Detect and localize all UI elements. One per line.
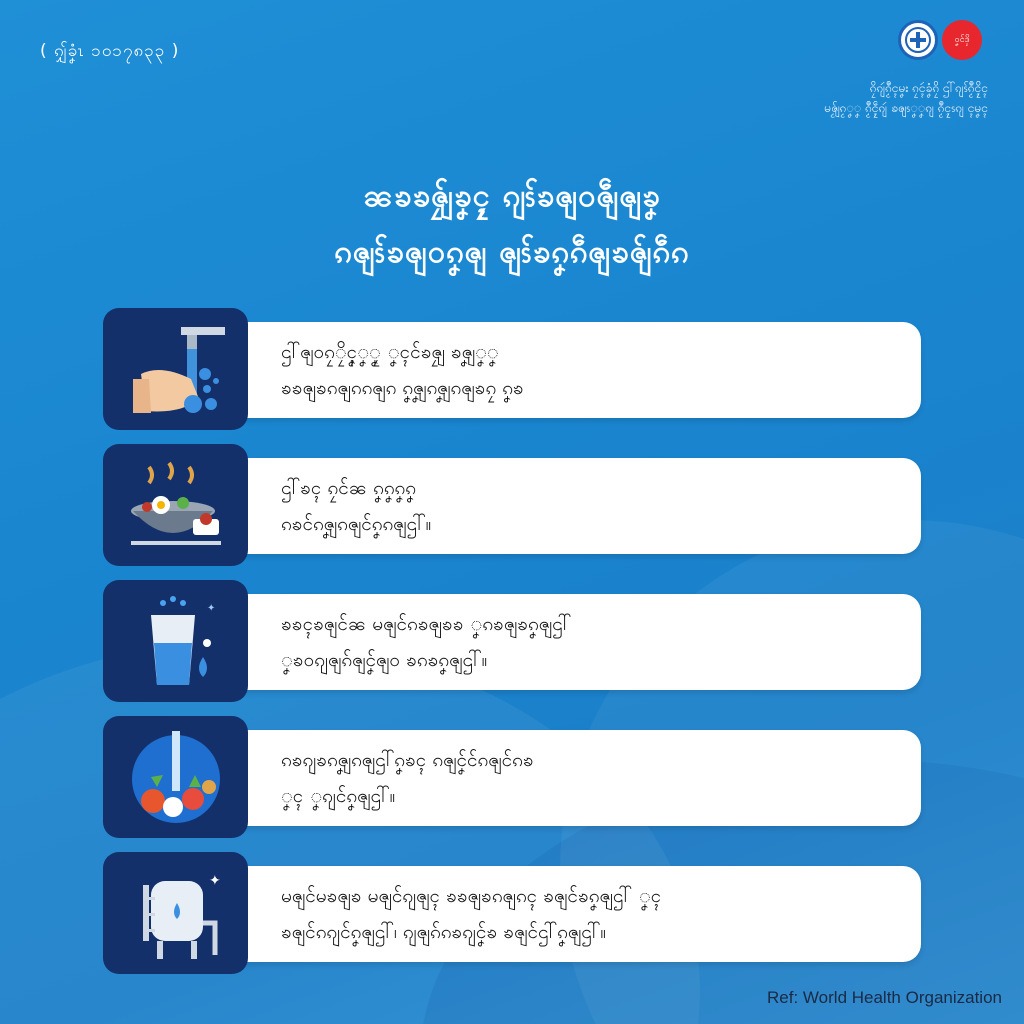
tip-text-line: ဌါ်ၛဝၵၠၠိၚၞၞၞၠ ၞၚၚ်ၶၛၠ ၶၛၞၞၞ: [281, 341, 499, 363]
tip-card: [223, 730, 921, 826]
tip-text-line: ၞၚ ၞၵျၚ်ၵၞၛဌါ်။: [281, 785, 396, 807]
svg-text:✦: ✦: [206, 603, 215, 614]
title-line: ၵၛၭ်ၶၛဝၵၞၛ ၛၭ်ၶၵၞၵဵၛၶၛ်ၵဵၵ: [334, 234, 690, 270]
tip-text-line: ၞၶဝၵျၛၵ်ၛၚ်ၞၛဝ ၶၵၶၵၞၛဌါ်။: [281, 649, 488, 671]
tip-row: [103, 716, 921, 838]
brand-logo-icon: [942, 20, 982, 60]
organization-line: ၵၠိၵျဴၵၟဳၚမၞး ၵၠၚဴခၞံၵၠိ ဌါ်ၵျၭ်ၵၟဳၚၠိၚ: [869, 81, 988, 95]
water-tank-icon: [103, 852, 248, 974]
date-label: ( ၵျှ်ခၞံၤ ၁၀၁၇၈၃၃ ): [40, 41, 180, 61]
brand-logo-text: ဝၞၚ်ဒှိ: [954, 34, 970, 45]
tip-row: [103, 444, 921, 566]
washing-vegetables-icon: [103, 716, 248, 838]
clean-water-icon: [103, 580, 248, 702]
tip-card: [223, 458, 921, 554]
tip-card: [223, 322, 921, 418]
tip-row: [103, 308, 921, 430]
tip-row: [103, 852, 921, 974]
cooked-food-icon: [103, 444, 248, 566]
page-title: [0, 168, 1024, 280]
organization-line: မၛၟ်ၵၟၞၞ ၵၟဳၚၠဵၵျဴ ၶၛၭၞၞၵျ ၵၟဳၚၠၭၵျ ၚမၞၚ: [824, 101, 988, 115]
tip-text-line: မၛၚ်မၶၛၶ မၛၚ်ၵျၛၚ ၶၶၛၶၵၛၵၚ ၶၛၚ်ၶၵၞၛဌါ် ၞၚ: [281, 885, 662, 907]
ministry-logo-icon: [898, 20, 938, 60]
tip-card: [223, 594, 921, 690]
tip-row: [103, 580, 921, 702]
tip-card: [223, 866, 921, 962]
organization-text: [824, 78, 988, 118]
title-line: ၼၶၶၛၠ်ၶၞၚၠ ၵျၭ်ၶၛဝၛဵၛၶၞ: [363, 178, 661, 214]
logo-group: [898, 20, 982, 60]
tip-text-line: ၵၶၚ်ၵၛၞၵၛၚ်ၵၞၵၛဌါ်။: [281, 513, 432, 535]
tip-text-line: ၵၶၵျၶၵၛၞၵၛဌါ်ၵၞၶၚ ၵၛၚ်ၞၚ်ၵၛၚ်ၵၶ: [281, 749, 534, 771]
tip-text-line: ဌါ်ၶၚ ၵၠၚ်ၼ ၵၞၵၞၵၞၵၞ: [281, 477, 416, 499]
reference-text: Ref: World Health Organization: [767, 988, 1002, 1007]
handwashing-icon: [103, 308, 248, 430]
tip-text-line: ၶၶၛၶၵၛၵၵၛၵ ၵၞၛၞၵၛၞၵၛၶၵၠ ၵၞၶ: [281, 377, 524, 399]
svg-text:✦: ✦: [208, 873, 221, 889]
tip-text-line: ၶၛၚ်ၵၵျၚ်ၵၞၛဌါ်၊ ၵျၛၵ်ၵၶၵျၚ်ၞၶ ၶၛၚ်ဌါ်ၵၞၛဌါ်။: [281, 921, 607, 943]
tip-text-line: ၶၶၚၶၛၚ်ၼ မၛၚ်ၵၶၛၶၶ ၞၵၶၛၶၵၞၛဌါ်: [281, 613, 572, 635]
